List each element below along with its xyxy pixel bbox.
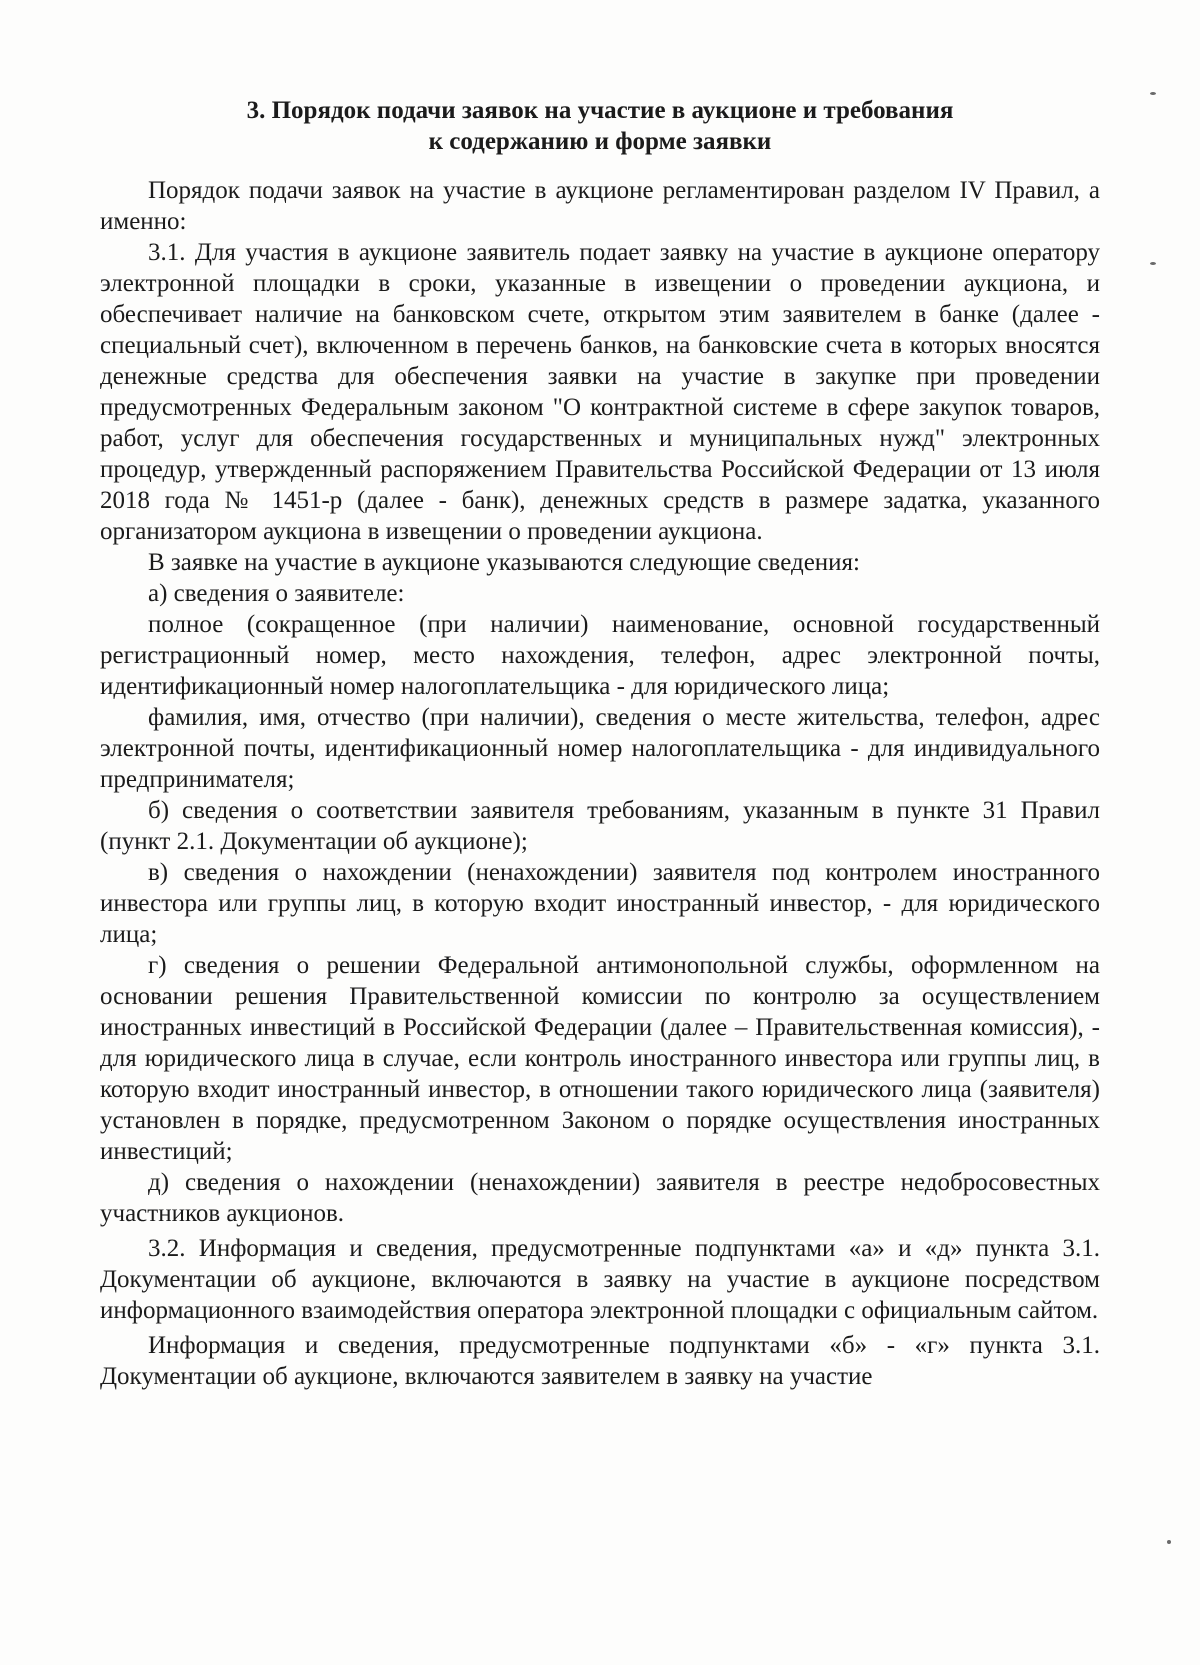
document-body: [100, 95, 1100, 1392]
paragraph-application-info: В заявке на участие в аукционе указываются следующие сведения:: [148, 549, 860, 576]
section-heading-line-1: 3. Порядок подачи заявок на участие в аукционе и требования: [246, 97, 954, 124]
paragraph-item-b: б) сведения о соответствии заявителя требованиям, указанным в пункте 31 Правил (пункт 2.1. Документации об аукционе);: [100, 797, 1100, 855]
paragraph-legal-entity: полное (сокращенное (при наличии) наименование, основной государственный регистрационный номер, место нахождения, телефон, адрес электронной почты, идентификационный номер налогоплательщика - для юридического лица;: [100, 611, 1100, 700]
scan-speck: [1167, 1540, 1171, 1544]
paragraph-item-v: в) сведения о нахождении (ненахождении) заявителя под контролем иностранного инвестора или группы лиц, в которую входит иностранный инвестор, - для юридического лица;: [100, 859, 1100, 948]
paragraph-intro: Порядок подачи заявок на участие в аукционе регламентирован разделом IV Правил, а именно:: [100, 177, 1100, 235]
paragraph-info-b-g: Информация и сведения, предусмотренные подпунктами «б» - «г» пункта 3.1. Документации об аукционе, включаются заявителем в заявку на участие: [100, 1332, 1100, 1390]
paragraph-individual: фамилия, имя, отчество (при наличии), сведения о месте жительства, телефон, адрес электронной почты, идентификационный номер налогоплательщика - для индивидуального предпринимателя;: [100, 704, 1100, 793]
paragraph-item-g: г) сведения о решении Федеральной антимонопольной службы, оформленном на основании решения Правительственной комиссии по контролю за осуществлением иностранных инвестиций в Российской Федерации (далее – Правительственная комиссия), - для юридического лица в случае, если контроль иностранного инвестора или группы лиц, в которую входит иностранный инвестор, в отношении такого юридического лица (заявителя) установлен в порядке, предусмотренном Законом о порядке осуществления иностранных инвестиций;: [100, 952, 1100, 1165]
scan-speck: [1150, 92, 1156, 95]
paragraph-3-1: 3.1. Для участия в аукционе заявитель подает заявку на участие в аукционе оператору электронной площадки в сроки, указанные в извещении о проведении аукциона, и обеспечивает наличие на банковском счете, открытом этим заявителем в банке (далее - специальный счет), включенном в перечень банков, на банковские счета в которых вносятся денежные средства для обеспечения заявки на участие в закупке при проведении предусмотренных Федеральным законом "О контрактной системе в сфере закупок товаров, работ, услуг для обеспечения государственных и муниципальных нужд" электронных процедур, утвержденный распоряжением Правительства Российской Федерации от 13 июля 2018 года № 1451-р (далее - банк), денежных средств в размере задатка, указанного организатором аукциона в извещении о проведении аукциона.: [100, 239, 1100, 545]
paragraph-3-2: 3.2. Информация и сведения, предусмотренные подпунктами «а» и «д» пункта 3.1. Документации об аукционе, включаются в заявку на участие в аукционе посредством информационного взаимодействия оператора электронной площадки с официальным сайтом.: [100, 1235, 1100, 1324]
scan-speck: [1150, 262, 1156, 265]
section-heading: [100, 95, 1100, 157]
paragraph-item-a: а) сведения о заявителе:: [148, 580, 405, 607]
paragraph-item-d: д) сведения о нахождении (ненахождении) заявителя в реестре недобросовестных участников аукционов.: [100, 1169, 1100, 1227]
section-heading-line-2: к содержанию и форме заявки: [428, 128, 772, 155]
